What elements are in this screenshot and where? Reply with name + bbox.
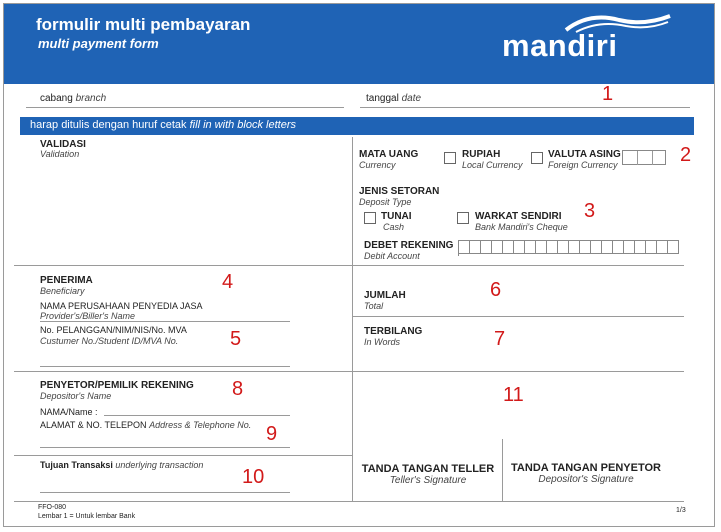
branch-field[interactable] [40,93,106,104]
customer-number-label-en: Custumer No./Student ID/MVA No. [40,336,179,346]
provider-name-label-en: Provider's/Biller's Name [40,311,135,321]
teller-signature-label-en: Teller's Signature [389,475,467,486]
teller-signature-label: TANDA TANGAN TELLER [361,463,495,475]
sheet-note: Lembar 1 = Untuk lembar Bank [38,513,136,520]
instruction-bar [20,117,694,135]
cash-label-en: Cash [383,222,405,232]
annotation-6: 6 [490,279,502,301]
currency-label: MATA UANG [359,149,419,160]
depositor-label-en: Depositor's Name [40,391,112,401]
annotation-2: 2 [680,144,692,166]
cash-label: TUNAI [381,211,412,222]
depositor-signature-label: TANDA TANGAN PENYETOR [511,462,661,474]
provider-name-label: NAMA PERUSAHAAN PENYEDIA JASA [40,301,203,311]
annotation-10: 10 [242,466,265,488]
customer-number-field[interactable] [40,366,290,367]
mandiri-logo: mandiri [502,28,618,63]
annotation-5: 5 [230,328,242,350]
transaction-purpose-label: Tujuan Transaksi [40,460,113,470]
transaction-purpose-field[interactable] [40,460,203,470]
debit-account-number-field[interactable] [458,240,682,256]
currency-label-en: Currency [359,160,396,170]
cheque-label-en: Bank Mandiri's Cheque [475,222,568,232]
amount-label-en: Total [364,301,384,311]
deposit-type-label: JENIS SETORAN [359,186,440,197]
divider [352,316,684,317]
branch-label: cabang [40,93,73,104]
page-number: 1/3 [676,507,686,514]
rupiah-label-en: Local Currency [462,160,523,170]
annotation-3: 3 [584,200,596,222]
cash-checkbox[interactable] [364,212,376,224]
beneficiary-label: PENERIMA [40,275,93,286]
foreign-currency-label-en: Foreign Currency [548,160,618,170]
rupiah-checkbox[interactable] [444,152,456,164]
depositor-signature-label-en: Depositor's Signature [538,474,634,485]
form-code: FFO-080 [38,504,67,511]
foreign-currency-label: VALUTA ASING [548,149,621,160]
divider [14,371,684,372]
date-label: tanggal [366,93,399,104]
transaction-purpose-label-en: underlying transaction [115,460,204,470]
annotation-9: 9 [266,423,278,445]
branch-label-en: branch [75,93,107,104]
customer-number-label: No. PELANGGAN/NIM/NIS/No. MVA [40,325,187,335]
annotation-11: 11 [503,384,524,406]
teller-signature-box[interactable] [356,463,500,486]
address-phone-label: ALAMAT & NO. TELEPON [40,420,147,430]
bottom-line [14,501,684,502]
debit-account-label-en: Debit Account [364,251,420,261]
depositor-label: PENYETOR/PEMILIK REKENING [40,380,194,391]
in-words-label: TERBILANG [364,326,423,337]
depositor-name-label: NAMA/Name : [40,407,98,417]
transaction-purpose-line [40,492,290,493]
currency-code-field[interactable] [622,150,666,165]
address-phone-label-en: Address & Telephone No. [149,420,252,430]
debit-account-label: DEBET REKENING [364,240,454,251]
branch-line [26,107,344,108]
deposit-type-label-en: Deposit Type [359,197,412,207]
instruction-en: fill in with block letters [189,119,296,131]
amount-label: JUMLAH [364,290,406,301]
address-phone-line [40,447,290,448]
signature-divider [502,439,503,501]
beneficiary-label-en: Beneficiary [40,286,85,296]
annotation-4: 4 [222,271,234,293]
divider [14,265,684,266]
date-line [360,107,690,108]
depositor-signature-box[interactable] [504,462,668,485]
form-title: formulir multi pembayaran [36,15,251,34]
validation-label-en: Validation [40,149,80,159]
date-field[interactable] [366,93,421,104]
rupiah-label: RUPIAH [462,149,501,160]
annotation-7: 7 [494,328,506,350]
validation-label: VALIDASI [40,139,86,150]
date-label-en: date [401,93,422,104]
annotation-8: 8 [232,378,244,400]
cheque-label: WARKAT SENDIRI [475,211,562,222]
annotation-1: 1 [602,83,614,105]
in-words-label-en: In Words [364,337,401,347]
form-subtitle: multi payment form [38,36,159,51]
cheque-checkbox[interactable] [457,212,469,224]
depositor-name-field[interactable] [104,415,290,416]
address-phone-field[interactable] [40,420,251,430]
center-divider [352,137,353,501]
payment-form [3,3,715,527]
provider-name-field[interactable] [40,321,290,322]
instruction-id: harap ditulis dengan huruf cetak [30,119,187,131]
divider [14,455,352,456]
foreign-currency-checkbox[interactable] [531,152,543,164]
